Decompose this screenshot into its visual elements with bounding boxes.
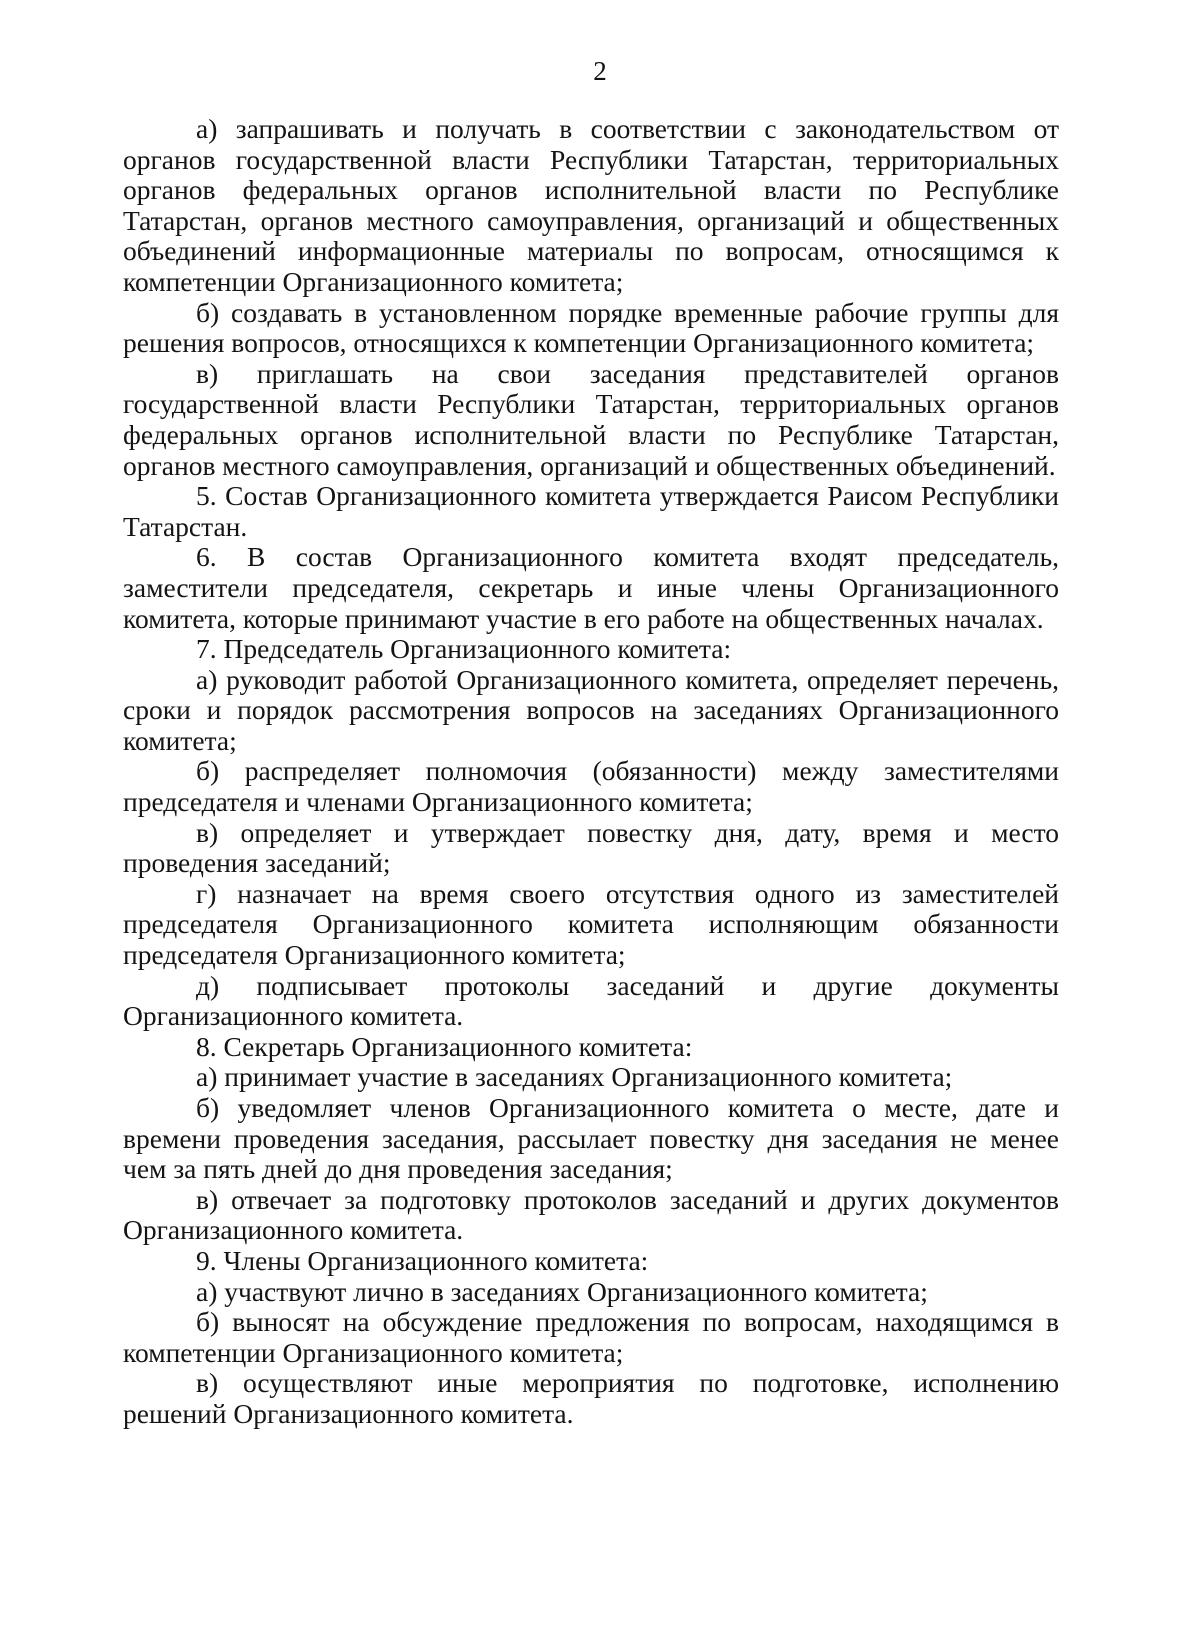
paragraph-9c: в) осуществляют иные мероприятия по подготовке, исполнению решений Организационного комитета. [123, 1367, 1059, 1429]
paragraph-8-heading: 8. Секретарь Организационного комитета: [196, 1030, 693, 1062]
paragraph-8b: б) уведомляет членов Организационного комитета о месте, дате и времени проведения заседания, рассылает повестку дня заседания не менее чем за пять дней до дня проведения заседания; [123, 1092, 1059, 1185]
paragraph-4b: б) создавать в установленном порядке временные рабочие группы для решения вопросов, относящихся к компетенции Организационного комитета; [123, 296, 1059, 359]
paragraph-8c: в) отвечает за подготовку протоколов заседаний и других документов Организационного комитета. [123, 1183, 1059, 1246]
paragraph-4c: в) приглашать на свои заседания представителей органов государственной власти Республики Татарстан, территориальных органов федеральных органов исполнительной власти по Республике Татарстан, органов местного самоуправления, организаций и общественных объединений. [123, 357, 1059, 481]
paragraph-4a: а) запрашивать и получать в соответствии с законодательством от органов государственной власти Республики Татарстан, территориальных органов федеральных органов исполнительной власти по Республике Татарстан, органов местного самоуправления, организаций и общественных объединений информационные материалы по вопросам, относящимся к компетенции Организационного комитета; [123, 113, 1059, 297]
paragraph-8a: а) принимает участие в заседаниях Организационного комитета; [196, 1061, 953, 1093]
paragraph-6: 6. В состав Организационного комитета входят председатель, заместители председателя, секретарь и иные члены Организационного комитета, которые принимают участие в его работе на общественных началах. [123, 541, 1059, 634]
page-number: 2 [593, 56, 607, 86]
paragraph-7-heading: 7. Председатель Организационного комитета: [196, 633, 732, 665]
paragraph-9-heading: 9. Члены Организационного комитета: [196, 1244, 649, 1276]
paragraph-9b: б) выносят на обсуждение предложения по вопросам, находящимся в компетенции Организационного комитета; [123, 1306, 1059, 1368]
paragraph-9a: а) участвуют лично в заседаниях Организационного комитета; [196, 1275, 928, 1307]
paragraph-7c: в) определяет и утверждает повестку дня, дату, время и место проведения заседаний; [123, 816, 1059, 879]
paragraph-7b: б) распределяет полномочия (обязанности) между заместителями председателя и членами Организационного комитета; [123, 755, 1059, 818]
paragraph-7a: а) руководит работой Организационного комитета, определяет перечень, сроки и порядок рассмотрения вопросов на заседаниях Организационного комитета; [123, 663, 1059, 756]
paragraph-7d: г) назначает на время своего отсутствия одного из заместителей председателя Организационного комитета исполняющим обязанности председателя Организационного комитета; [123, 877, 1059, 971]
document-body [123, 114, 1059, 1430]
paragraph-7e: д) подписывает протоколы заседаний и другие документы Организационного комитета. [123, 969, 1059, 1032]
paragraph-5: 5. Состав Организационного комитета утверждается Раисом Республики Татарстан. [123, 480, 1059, 542]
